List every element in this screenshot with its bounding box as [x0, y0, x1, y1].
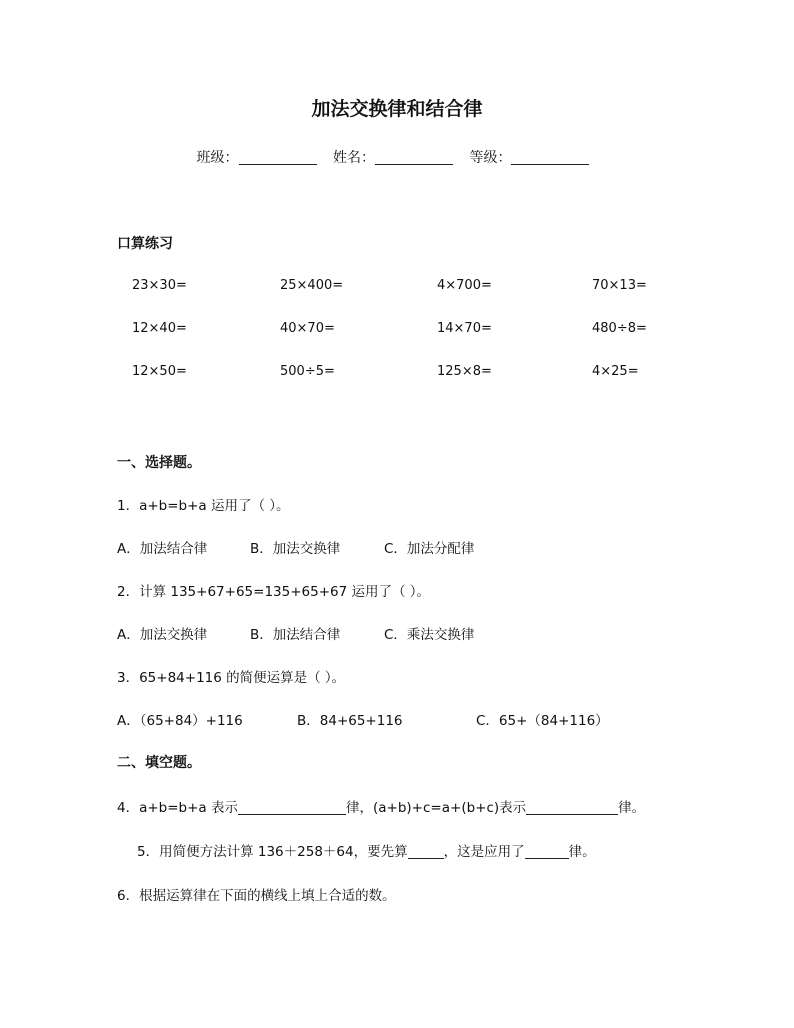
q1-option-a: A．加法结合律	[117, 541, 208, 557]
class-label: 班级：	[196, 150, 239, 166]
fill-heading: 二、填空题。	[117, 755, 201, 771]
page-title: 加法交换律和结合律	[311, 98, 483, 120]
question-5	[137, 840, 596, 860]
oral-item: 14×70=	[437, 321, 492, 336]
question-6: 6．根据运算律在下面的横线上填上合适的数。	[117, 888, 396, 904]
q4-blank-2[interactable]	[526, 800, 618, 815]
student-info-line	[0, 147, 794, 167]
q3-option-c: C．65+（84+116）	[476, 713, 609, 729]
oral-item: 12×40=	[132, 321, 187, 336]
q3-option-a: A．（65+84）+116	[117, 713, 243, 729]
oral-item: 125×8=	[437, 364, 492, 379]
oral-item: 4×700=	[437, 278, 492, 293]
q2-option-b: B．加法结合律	[250, 627, 341, 643]
oral-item: 70×13=	[592, 278, 647, 293]
q1-option-c: C．加法分配律	[384, 541, 475, 557]
q5-text-c: 律。	[568, 844, 596, 860]
name-label: 姓名：	[333, 150, 375, 166]
q1-option-b: B．加法交换律	[250, 541, 341, 557]
oral-item: 12×50=	[132, 364, 187, 379]
q5-text-a: 5．用简便方法计算 136＋258＋64，要先算	[137, 844, 408, 860]
name-blank[interactable]	[375, 150, 453, 165]
q4-text-b: 律，(a+b)+c=a+(b+c)表示	[346, 800, 527, 816]
grade-blank[interactable]	[511, 150, 589, 165]
oral-item: 25×400=	[280, 278, 344, 293]
oral-heading: 口算练习	[117, 236, 173, 252]
q5-blank-2[interactable]	[525, 844, 569, 859]
q2-option-a: A．加法交换律	[117, 627, 208, 643]
question-2: 2．计算 135+67+65=135+65+67 运用了（ ）。	[117, 584, 431, 600]
q2-option-c: C．乘法交换律	[384, 627, 475, 643]
oral-item: 500÷5=	[280, 364, 335, 379]
q5-blank-1[interactable]	[408, 844, 444, 859]
question-3: 3．65+84+116 的简便运算是（ ）。	[117, 670, 346, 686]
oral-item: 40×70=	[280, 321, 335, 336]
q3-option-b: B．84+65+116	[297, 713, 403, 729]
q4-text-c: 律。	[618, 800, 646, 816]
oral-item: 4×25=	[592, 364, 639, 379]
oral-item: 480÷8=	[592, 321, 647, 336]
q4-blank-1[interactable]	[238, 800, 346, 815]
grade-label: 等级：	[469, 150, 512, 166]
class-blank[interactable]	[239, 150, 317, 165]
q5-text-b: ，这是应用了	[443, 844, 525, 860]
q4-text-a: 4．a+b=b+a 表示	[117, 800, 238, 816]
question-4	[117, 796, 645, 816]
oral-item: 23×30=	[132, 278, 187, 293]
question-1: 1．a+b=b+a 运用了（ ）。	[117, 498, 290, 514]
choice-heading: 一、选择题。	[117, 455, 201, 471]
